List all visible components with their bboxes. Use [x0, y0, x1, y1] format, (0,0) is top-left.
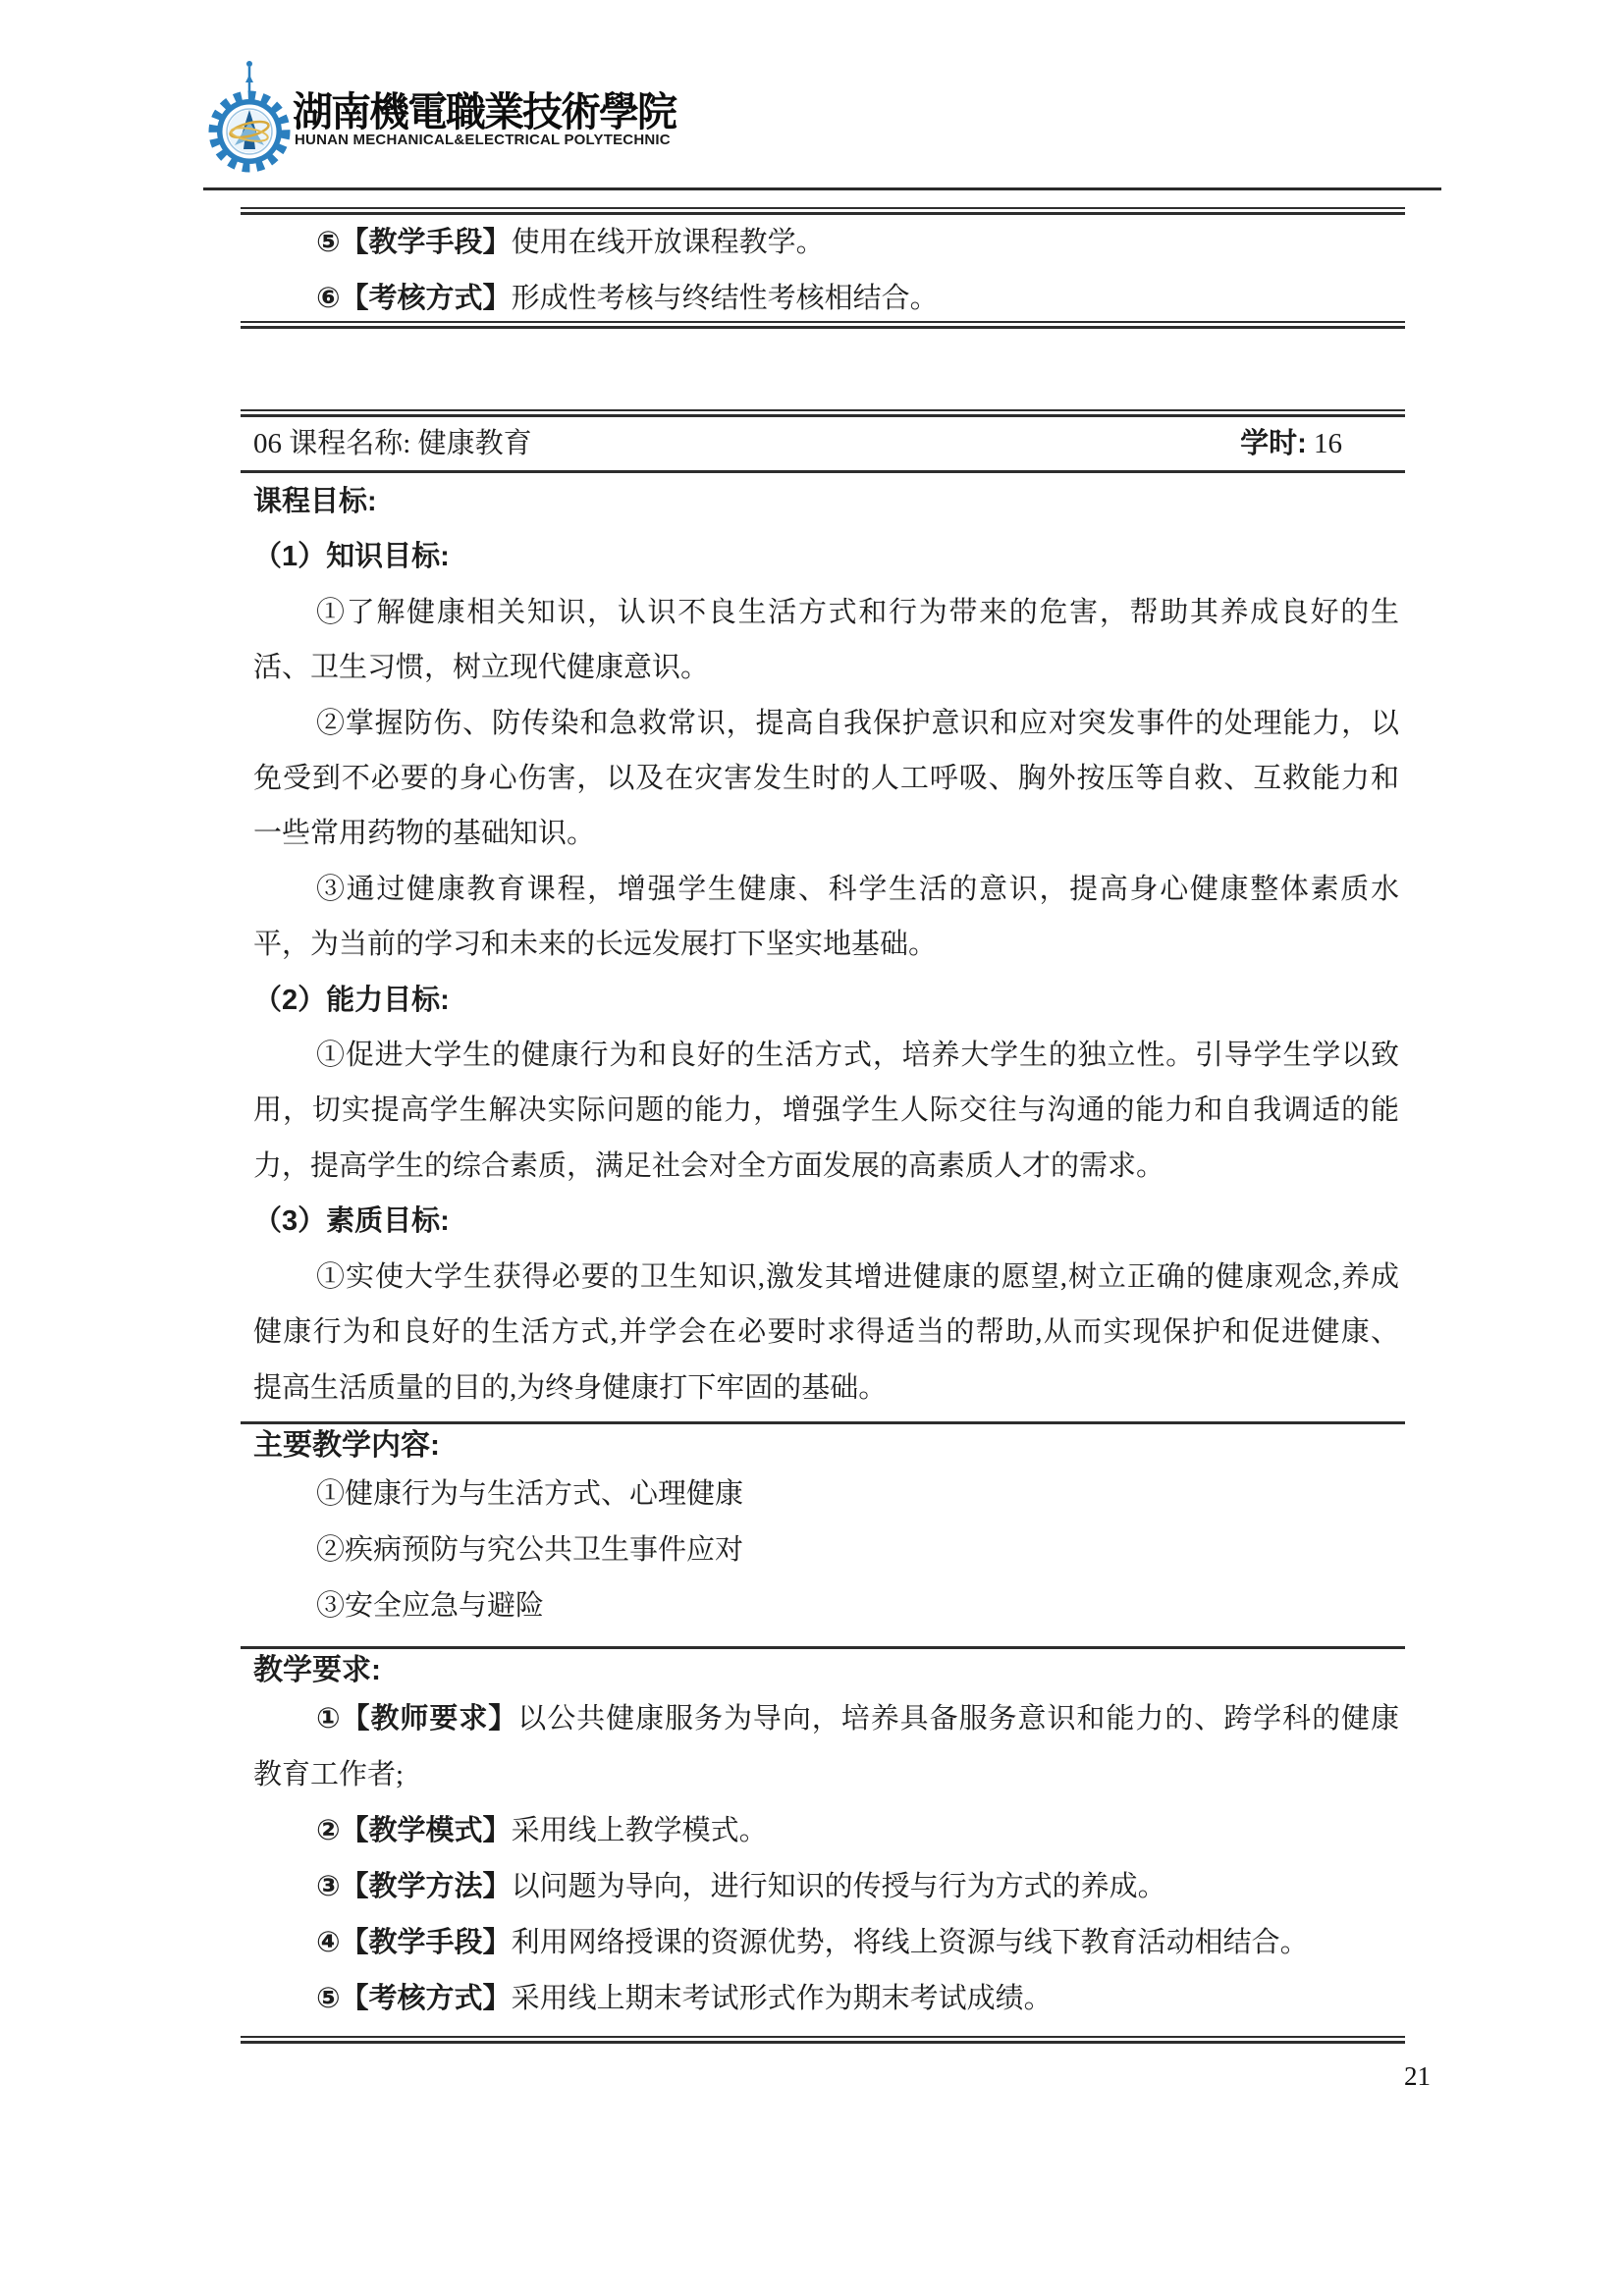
requirement-text: 教育工作者;: [253, 1759, 405, 1790]
requirement-text: 利用网络授课的资源优势，将线上资源与线下教育活动相结合。: [511, 1927, 1309, 1958]
requirement-label: ①【教师要求】: [316, 1703, 518, 1735]
hours-gap: [1307, 428, 1314, 459]
school-name-english: HUNAN MECHANICAL&ELECTRICAL POLYTECHNIC: [295, 132, 671, 148]
course-objectives-section: [241, 474, 1405, 1415]
assessment-text: 形成性考核与终结性考核相结合。: [511, 283, 939, 314]
content-item: ①健康行为与生活方式、心理健康: [316, 1478, 744, 1510]
school-name-chinese: 湖南機電職業技術學院: [293, 88, 676, 135]
page-number: 21: [1404, 2061, 1431, 2091]
requirement-line: [241, 1915, 1405, 1971]
teaching-means-text: 使用在线开放课程教学。: [511, 227, 825, 258]
objective-line: 提高生活质量的目的,为终身健康打下牢固的基础。: [253, 1371, 888, 1404]
objective-line: 力，提高学生的综合素质，满足社会对全方面发展的高素质人才的需求。: [253, 1149, 1165, 1182]
objective-line: 用，切实提高学生解决实际问题的能力，增强学生人际交往与沟通的能力和自我调适的能: [253, 1095, 1399, 1127]
assessment-label: ⑥【考核方式】: [316, 283, 512, 314]
course-row-divider: [241, 470, 1405, 473]
header-divider: [203, 187, 1441, 190]
teaching-requirements-heading: 教学要求:: [253, 1654, 381, 1686]
objective-line: ①了解健康相关知识，认识不良生活方式和行为带来的危害，帮助其养成良好的生: [316, 596, 1399, 628]
divider-double-top: [241, 207, 1405, 215]
objective-line: ③通过健康教育课程，增强学生健康、科学生活的意识，提高身心健康整体素质水: [316, 873, 1399, 905]
hours-value: 16: [1314, 428, 1342, 459]
course-hours-cell: [1240, 421, 1405, 461]
requirement-label: ②【教学模式】: [316, 1815, 512, 1846]
divider-double-bottom: [241, 321, 1405, 329]
requirement-text: 采用线上期末考试形式作为期末考试成绩。: [511, 1983, 1053, 2014]
requirement-text: 以公共健康服务为导向，培养具备服务意识和能力的、跨学科的健康: [517, 1703, 1399, 1735]
teaching-requirements-section: [241, 1649, 1405, 2027]
requirement-label: ③【教学方法】: [316, 1871, 512, 1902]
objective-line: 平，为当前的学习和未来的长远发展打下坚实地基础。: [253, 929, 938, 961]
knowledge-goal-heading: （1）知识目标:: [253, 541, 450, 573]
teaching-content-heading: 主要教学内容:: [253, 1429, 440, 1462]
previous-course-tail-section: [241, 215, 1405, 321]
objective-line: 健康行为和良好的生活方式,并学会在必要时求得适当的帮助,从而实现保护和促进健康、: [253, 1316, 1399, 1349]
objective-line: ①实使大学生获得必要的卫生知识,激发其增进健康的愿望,树立正确的健康观念,养成: [316, 1260, 1399, 1293]
requirement-label: ⑤【考核方式】: [316, 1983, 512, 2014]
content-item: ②疾病预防与究公共卫生事件应对: [316, 1534, 744, 1566]
objectives-heading: 课程目标:: [253, 486, 377, 517]
course-number-label: 06 课程名称:: [253, 428, 411, 459]
teaching-means-label: ⑤【教学手段】: [316, 227, 512, 258]
objective-line: ②掌握防伤、防传染和急救常识，提高自我保护意识和应对突发事件的处理能力，以: [316, 707, 1399, 739]
requirement-text: 采用线上教学模式。: [511, 1815, 768, 1846]
objective-line: 免受到不必要的身心伤害，以及在灾害发生时的人工呼吸、胸外按压等自救、互救能力和: [253, 763, 1399, 795]
requirement-line: [241, 1859, 1405, 1915]
content-item: ③安全应急与避险: [316, 1590, 545, 1622]
requirement-text: 以问题为导向，进行知识的传授与行为方式的养成。: [511, 1871, 1166, 1902]
quality-goal-heading: （3）素质目标:: [253, 1205, 450, 1238]
course-title-row: [241, 412, 1405, 470]
teaching-means-line: [241, 215, 1405, 271]
requirement-line: [241, 1691, 1405, 1747]
objective-line: 活、卫生习惯，树立现代健康意识。: [253, 652, 710, 684]
objective-line: ①促进大学生的健康行为和良好的生活方式，培养大学生的独立性。引导学生学以致: [316, 1040, 1399, 1072]
hours-label: 学时:: [1240, 428, 1307, 459]
requirement-line: [241, 1971, 1405, 2027]
page-bottom-divider: [241, 2036, 1405, 2044]
course-name-cell: [241, 421, 532, 461]
school-logo-gear-tower-icon: [204, 43, 293, 173]
course-name-value: 健康教育: [417, 428, 532, 459]
requirement-line: [241, 1747, 1405, 1803]
course-name: [410, 428, 417, 459]
ability-goal-heading: （2）能力目标:: [253, 984, 450, 1016]
objective-line: 一些常用药物的基础知识。: [253, 818, 596, 850]
requirement-label: ④【教学手段】: [316, 1927, 512, 1958]
assessment-line: [241, 271, 1405, 327]
requirement-line: [241, 1803, 1405, 1859]
teaching-content-section: [241, 1424, 1405, 1634]
